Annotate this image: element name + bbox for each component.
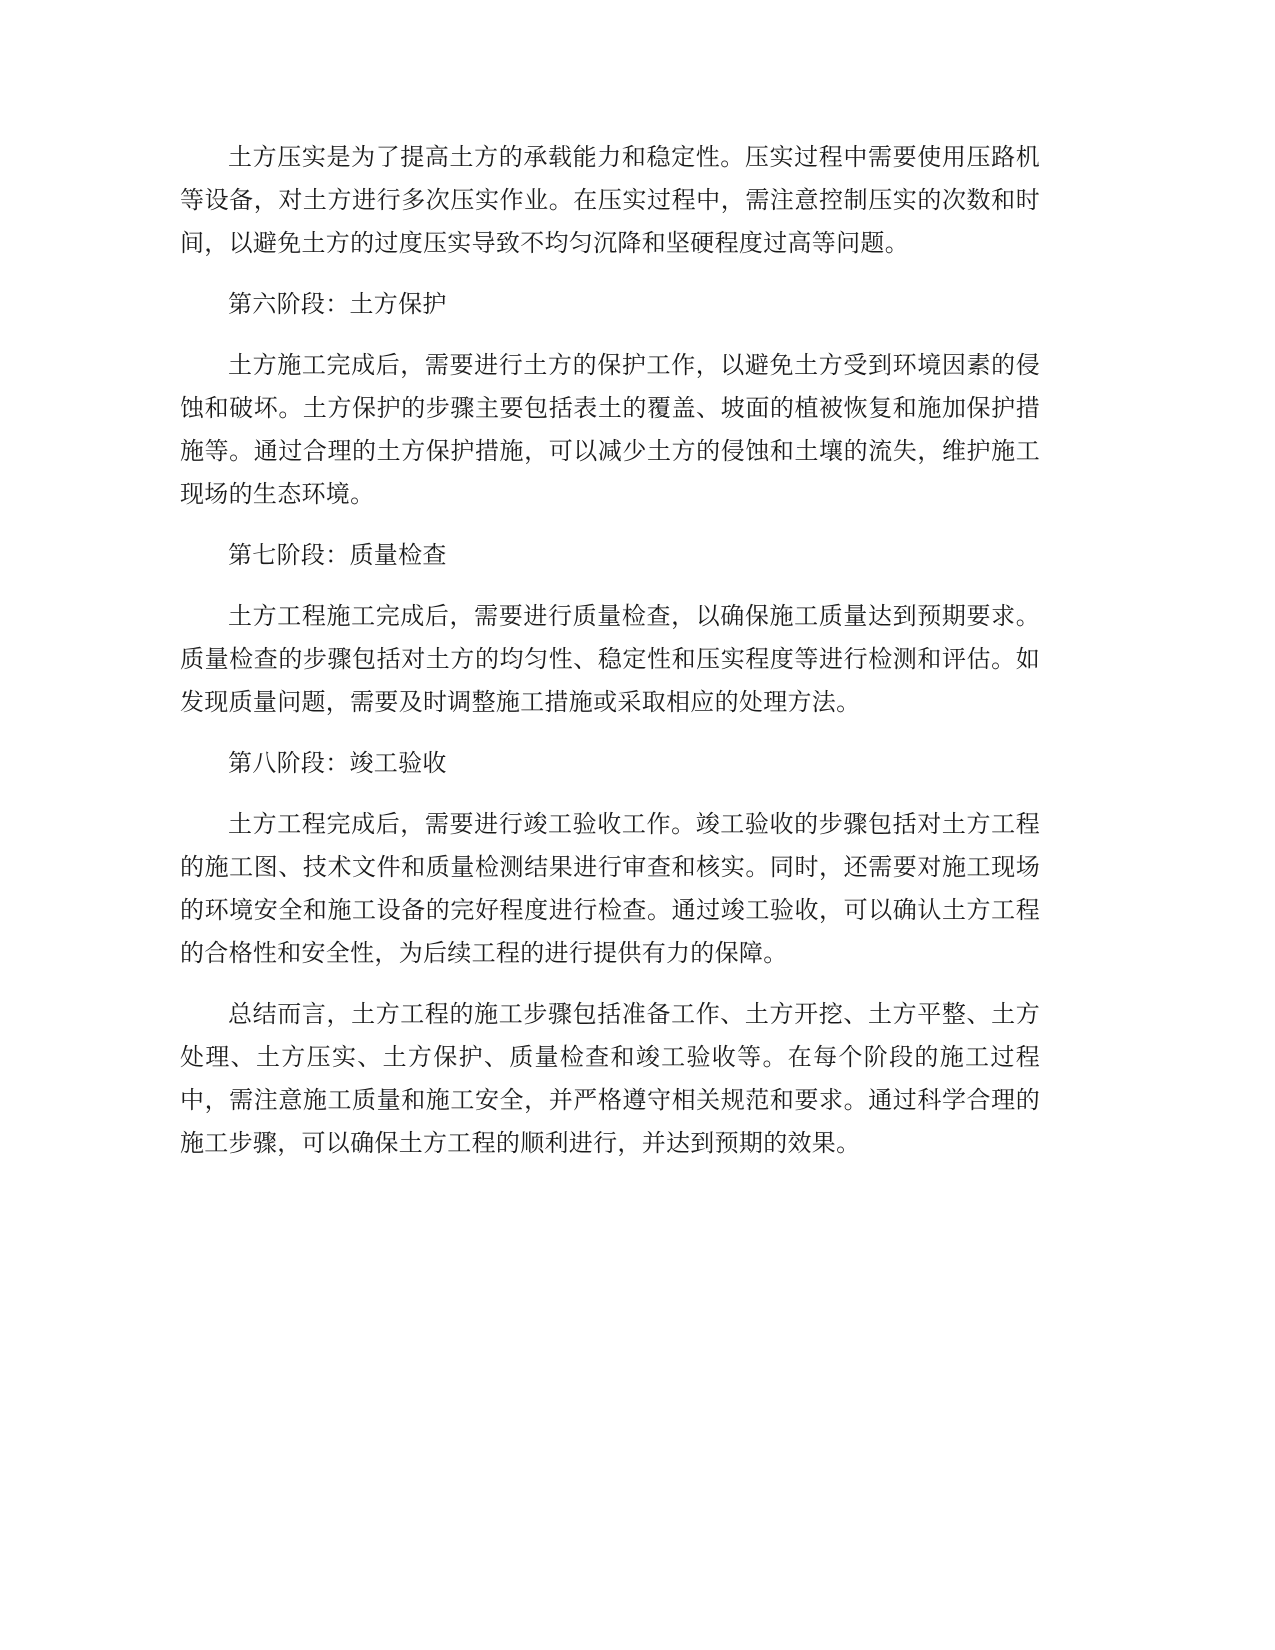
section-heading-stage-6: 第六阶段：土方保护 <box>228 290 447 318</box>
section-heading-stage-7: 第七阶段：质量检查 <box>228 541 447 569</box>
document-body <box>180 136 1040 1183</box>
paragraph-summary: 总结而言，土方工程的施工步骤包括准备工作、土方开挖、土方平整、土方处理、土方压实、土方保护、质量检查和竣工验收等。在每个阶段的施工过程中，需注意施工质量和施工安全，并严格遵守相关规范和要求。通过科学合理的施工步骤，可以确保土方工程的顺利进行，并达到预期的效果。 <box>180 1000 1040 1157</box>
paragraph-completion-acceptance: 土方工程完成后，需要进行竣工验收工作。竣工验收的步骤包括对土方工程的施工图、技术文件和质量检测结果进行审查和核实。同时，还需要对施工现场的环境安全和施工设备的完好程度进行检查。通过竣工验收，可以确认土方工程的合格性和安全性，为后续工程的进行提供有力的保障。 <box>180 810 1040 967</box>
section-heading-stage-8: 第八阶段：竣工验收 <box>228 749 447 777</box>
paragraph-quality-inspection: 土方工程施工完成后，需要进行质量检查，以确保施工质量达到预期要求。质量检查的步骤包括对土方的均匀性、稳定性和压实程度等进行检测和评估。如发现质量问题，需要及时调整施工措施或采取相应的处理方法。 <box>180 602 1040 716</box>
paragraph-soil-compaction: 土方压实是为了提高土方的承载能力和稳定性。压实过程中需要使用压路机等设备，对土方进行多次压实作业。在压实过程中，需注意控制压实的次数和时间，以避免土方的过度压实导致不均匀沉降和坚硬程度过高等问题。 <box>180 143 1040 257</box>
paragraph-soil-protection: 土方施工完成后，需要进行土方的保护工作，以避免土方受到环境因素的侵蚀和破坏。土方保护的步骤主要包括表土的覆盖、坡面的植被恢复和施加保护措施等。通过合理的土方保护措施，可以减少土方的侵蚀和土壤的流失，维护施工现场的生态环境。 <box>180 351 1040 508</box>
